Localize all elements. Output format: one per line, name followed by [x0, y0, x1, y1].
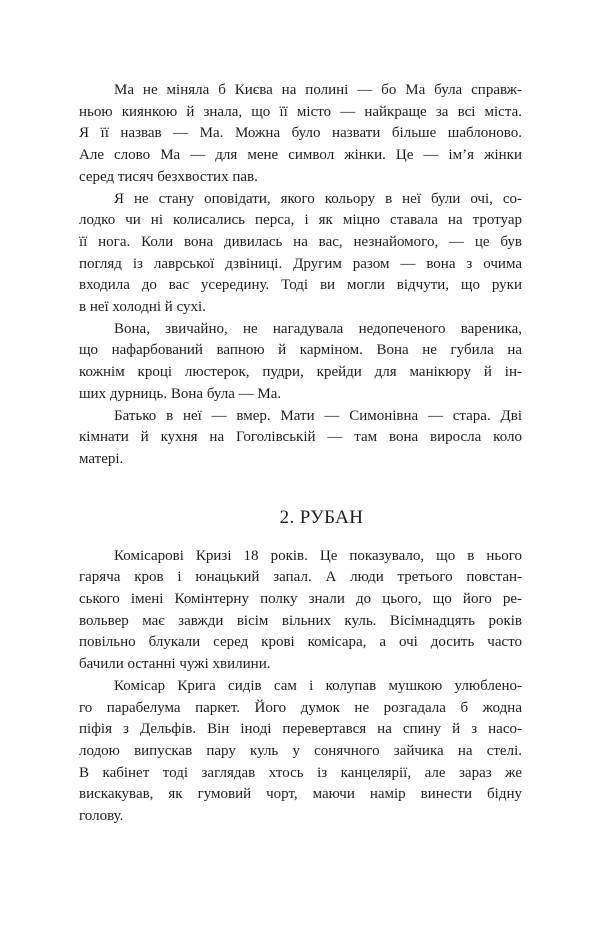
paragraph: [79, 676, 522, 828]
text-line: входила до вас усередину. Тоді ви могли відчути, що руки: [79, 277, 522, 294]
text-line: Але слово Ма — для мене символ жінки. Це — ім’я жінки: [79, 147, 522, 164]
text-line: в неї холодні й сухі.: [79, 299, 206, 316]
text-line: лодою випускав пару куль у сонячного зайчика на стелі.: [79, 742, 522, 759]
text-line: Батько в неї — вмер. Мати — Симонівна — стара. Дві: [114, 407, 522, 424]
text-line: матері.: [79, 450, 124, 467]
text-line: Я не стану оповідати, якого кольору в неї були очі, со-: [114, 190, 522, 207]
text-line: ньою киянкою й знала, що її місто — найкраще за всі міста.: [79, 103, 522, 120]
text-line: голову.: [79, 808, 124, 825]
text-line: кожнім кроці люстерок, пудри, крейди для манікюру й ін-: [79, 364, 522, 381]
text-line: її нога. Коли вона дивилась на вас, незнайомого, — це був: [79, 233, 522, 250]
text-line: бачили останні чужі хвилини.: [79, 656, 271, 673]
paragraph: [79, 319, 522, 406]
text-line: ших дурниць. Вона була — Ма.: [79, 385, 282, 402]
text-line: ського імені Комінтерну полку знали до цього, що його ре-: [79, 591, 522, 608]
text-line: Комісарові Кризі 18 років. Це показувало, що в нього: [114, 547, 522, 564]
text-block: [79, 80, 522, 828]
text-line: вискакував, як гумовий чорт, маючи намір винести бідну: [79, 786, 522, 803]
paragraph: [79, 189, 522, 319]
text-line: серед тисяч безхвостих пав.: [79, 168, 258, 185]
paragraph: [79, 406, 522, 471]
text-line: кімнати й кухня на Гоголівській — там вона виросла коло: [79, 429, 522, 446]
text-line: В кабінет тоді заглядав хтось із канцелярії, але зараз же: [79, 764, 522, 781]
text-line: погляд із лаврської дзвіниці. Другим разом — вона з очима: [79, 255, 522, 272]
text-line: повільно блукали серед крові комісара, а очі досить часто: [79, 634, 522, 651]
text-line: Я її назвав — Ма. Можна було назвати більше шаблоново.: [79, 125, 522, 142]
text-line: Комісар Крига сидів сам і колупав мушкою улюблено-: [114, 677, 522, 694]
text-line: Ма не міняла б Києва на полині — бо Ма була справж-: [114, 82, 522, 98]
text-line: піфія з Дельфів. Він іноді перевертався на спину й з насо-: [79, 721, 522, 738]
text-line: вольвер має завжди вісім вільних куль. Вісімнадцять років: [79, 612, 522, 629]
text-line: Вона, звичайно, не нагадувала недопеченого вареника,: [114, 320, 522, 337]
section-heading: 2. РУБАН: [279, 506, 364, 528]
paragraph: [79, 80, 522, 189]
text-line: що нафарбований вапною й карміном. Вона не губила на: [79, 342, 522, 359]
paragraph: [79, 546, 522, 676]
text-line: го парабелума паркет. Його думок не розгадала б жодна: [79, 699, 522, 716]
text-line: лодко чи ні колисались перса, і як міцно ставала на тротуар: [79, 212, 522, 229]
text-line: гаряча кров і юнацький запал. А люди третього повстан-: [79, 569, 522, 586]
